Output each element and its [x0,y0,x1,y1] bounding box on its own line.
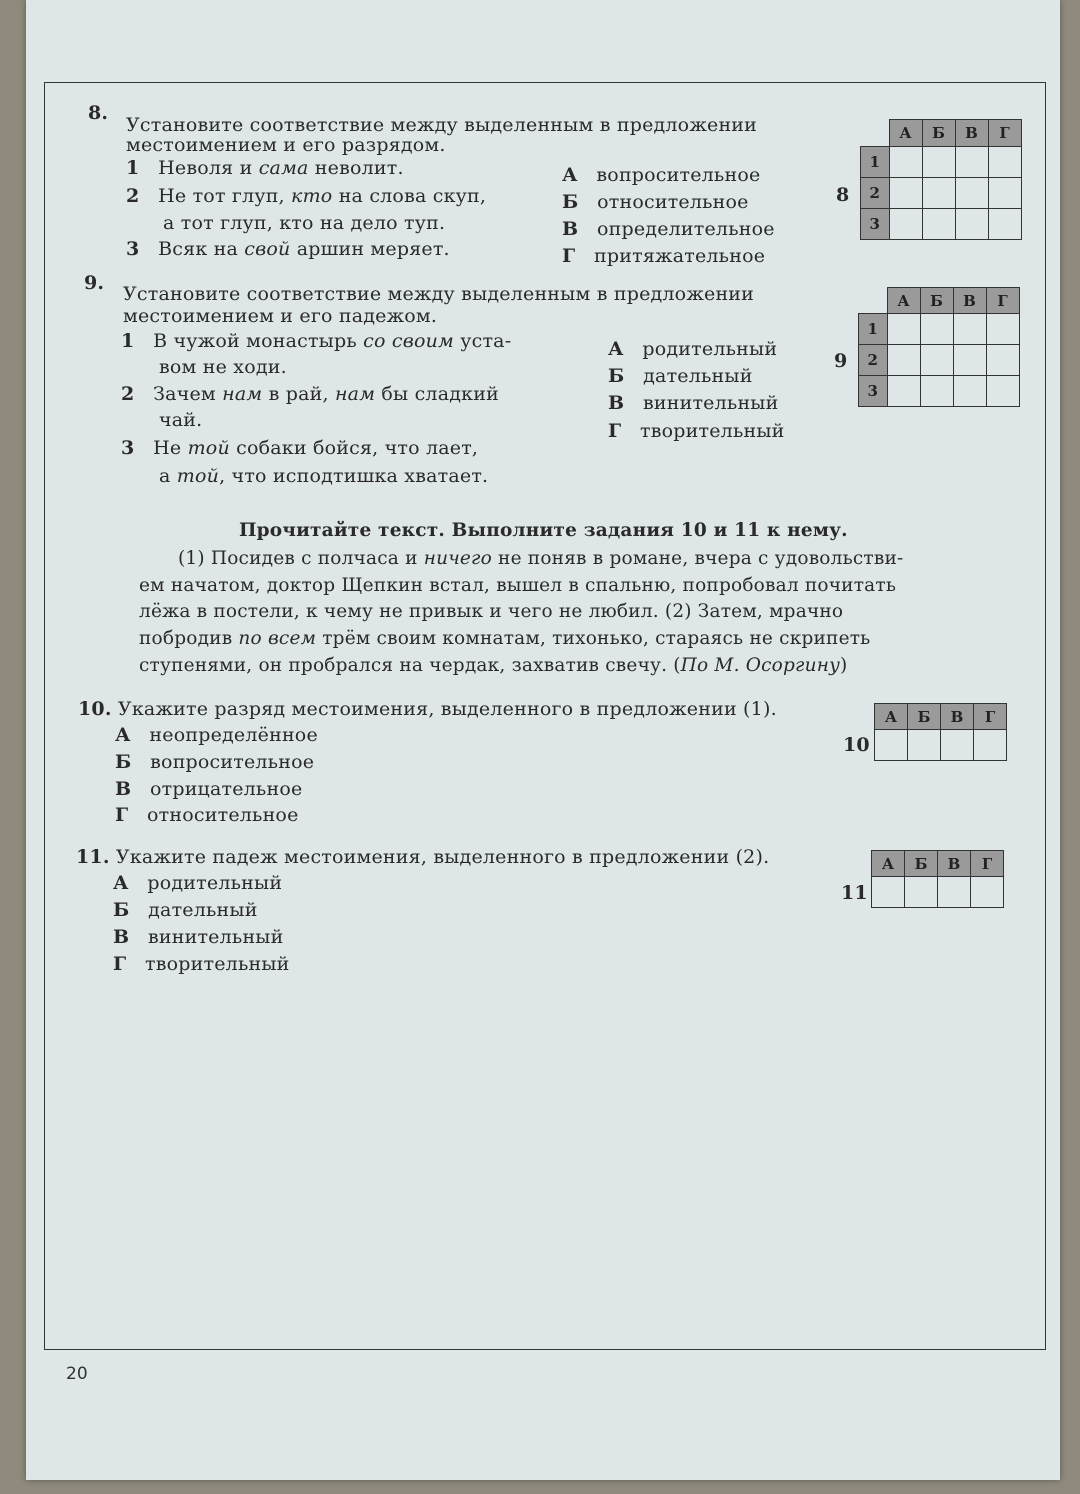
q9-cell[interactable] [953,345,986,376]
q9-cell[interactable] [887,376,920,407]
q9-option-c: В винительный [608,392,779,414]
q9-col-b: Б [920,288,953,314]
q8-col-c: В [955,120,988,147]
text-line-2: ем начатом, доктор Щепкин встал, вышел в спальню, попробовал почитать [139,575,897,596]
q10-col-a: А [875,704,908,730]
q8-cell[interactable] [889,178,922,209]
q8-cell[interactable] [922,147,955,178]
q9-col-c: В [953,288,986,314]
q10-cell[interactable] [908,730,941,761]
q8-option-d: Г притяжательное [562,245,766,267]
text-line-1: (1) Посидев с полчаса и ничего не поняв в романе, вчера с удовольстви- [178,548,904,569]
q8-cell[interactable] [955,147,988,178]
text-line-4: побродив по всем трём своим комнатам, тихонько, стараясь не скрипеть [139,628,871,649]
q8-item-2: 2 Не тот глуп, кто на слова скуп, [126,185,487,207]
q11-option-a: А родительный [113,872,283,894]
page-number: 20 [66,1364,88,1384]
q9-number: 9. [84,272,105,294]
q8-answer-grid [860,119,1022,240]
q9-item-1: 1 В чужой монастырь со своим уста- [121,330,512,352]
q9-option-a: А родительный [608,338,778,360]
q11-cell[interactable] [971,877,1004,908]
q9-text-line2: местоимением и его падежом. [123,305,438,327]
q9-option-d: Г творительный [608,420,785,442]
q9-col-d: Г [986,288,1019,314]
q8-text-line1: Установите соответствие между выделенным в предложении [126,114,758,136]
q11-cell[interactable] [872,877,905,908]
q8-text-line2: местоимением и его разрядом. [126,134,446,156]
q8-item-1: 1 Неволя и сама неволит. [126,157,404,179]
q11-option-d: Г творительный [113,953,290,975]
q8-option-a: А вопросительное [562,164,761,186]
q8-row-1: 1 [861,147,890,178]
q9-row-2: 2 [859,345,888,376]
q8-row-2: 2 [861,178,890,209]
q8-cell[interactable] [955,209,988,240]
q11-col-b: Б [905,851,938,877]
q8-grid-label: 8 [836,184,850,206]
text-line-5: ступенями, он пробрался на чердак, захватив свечу. (По М. Осоргину) [139,655,848,676]
q9-cell[interactable] [953,376,986,407]
q9-cell[interactable] [986,314,1019,345]
q11-option-b: Б дательный [113,899,258,921]
q11-cell[interactable] [905,877,938,908]
q9-cell[interactable] [986,345,1019,376]
q10-option-b: Б вопросительное [115,751,315,773]
q10-answer-grid [874,703,1007,761]
q8-option-b: Б относительное [562,191,749,213]
text-heading: Прочитайте текст. Выполните задания 10 и 11 к нему. [239,520,848,541]
q10-option-c: В отрицательное [115,778,303,800]
q11-col-c: В [938,851,971,877]
q8-cell[interactable] [889,147,922,178]
q8-row-3: 3 [861,209,890,240]
q10-cell[interactable] [875,730,908,761]
q9-answer-grid [858,287,1020,407]
q9-option-b: Б дательный [608,365,753,387]
q10-question: 10. Укажите разряд местоимения, выделенного в предложении (1). [78,698,777,720]
q8-cell[interactable] [955,178,988,209]
q10-grid-label: 10 [843,734,870,756]
q9-col-a: А [887,288,920,314]
q8-item-3: 3 Всяк на свой аршин меряет. [126,238,450,260]
q9-cell[interactable] [986,376,1019,407]
q9-cell[interactable] [887,314,920,345]
q10-col-c: В [941,704,974,730]
q9-grid-label: 9 [834,350,848,372]
q11-col-d: Г [971,851,1004,877]
q10-col-d: Г [974,704,1007,730]
q11-question: 11. Укажите падеж местоимения, выделенного в предложении (2). [76,846,770,868]
q8-cell[interactable] [988,178,1021,209]
q9-cell[interactable] [920,314,953,345]
text-line-3: лёжа в постели, к чему не привык и чего не любил. (2) Затем, мрачно [139,601,844,622]
q10-cell[interactable] [941,730,974,761]
q10-option-a: А неопределённое [115,724,318,746]
q9-cell[interactable] [953,314,986,345]
q10-option-d: Г относительное [115,804,299,826]
q8-cell[interactable] [922,178,955,209]
q8-col-d: Г [988,120,1021,147]
q11-col-a: А [872,851,905,877]
q11-cell[interactable] [938,877,971,908]
q9-row-3: 3 [859,376,888,407]
q9-cell[interactable] [920,345,953,376]
q8-col-b: Б [922,120,955,147]
q9-item-1-cont: вом не ходи. [159,356,287,378]
q11-grid-label: 11 [841,882,868,904]
q9-item-2-cont: чай. [159,409,203,431]
q8-number: 8. [88,102,109,124]
q9-item-2: 2 Зачем нам в рай, нам бы сладкий [121,383,499,405]
q11-option-c: В винительный [113,926,284,948]
q9-cell[interactable] [920,376,953,407]
q9-cell[interactable] [887,345,920,376]
q8-cell[interactable] [988,209,1021,240]
q11-answer-grid [871,850,1004,908]
q10-col-b: Б [908,704,941,730]
q8-cell[interactable] [922,209,955,240]
q8-cell[interactable] [889,209,922,240]
q9-row-1: 1 [859,314,888,345]
q9-item-3-cont: а той, что исподтишка хватает. [159,465,489,487]
q10-cell[interactable] [974,730,1007,761]
q8-item-2-cont: а тот глуп, кто на дело туп. [163,212,446,234]
q8-col-a: А [889,120,922,147]
q8-option-c: В определительное [562,218,775,240]
q9-item-3: 3 Не той собаки бойся, что лает, [121,437,479,459]
q8-cell[interactable] [988,147,1021,178]
q9-text-line1: Установите соответствие между выделенным в предложении [123,283,755,305]
